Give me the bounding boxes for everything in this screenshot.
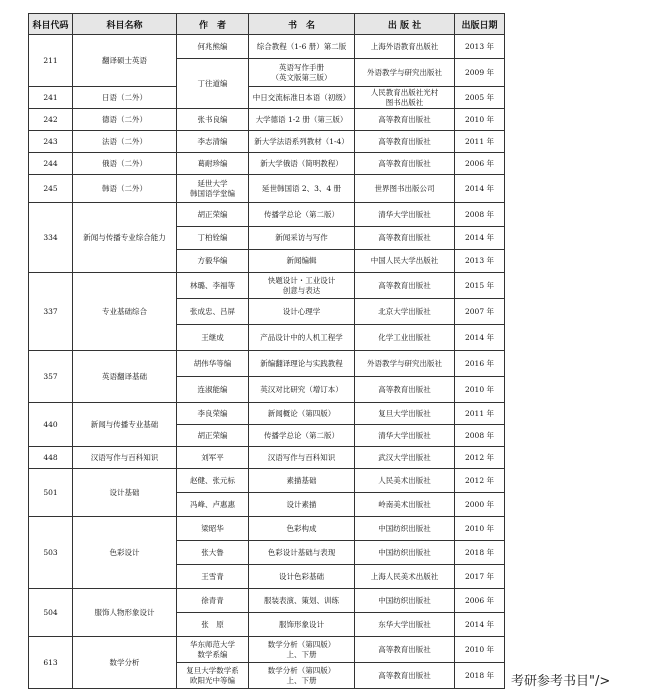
book-title: 素描基础 (249, 469, 355, 493)
book-date: 2010 年 (455, 377, 505, 403)
book-date: 2013 年 (455, 35, 505, 59)
book-date: 2005 年 (455, 87, 505, 109)
book-publisher: 高等教育出版社 (355, 273, 455, 299)
book-title: 设计素描 (249, 493, 355, 517)
table-row (29, 517, 505, 541)
book-date: 2011 年 (455, 131, 505, 153)
book-date: 2010 年 (455, 637, 505, 663)
book-author: 张 原 (177, 613, 249, 637)
book-author: 徐青青 (177, 589, 249, 613)
book-publisher: 高等教育出版社 (355, 131, 455, 153)
subject-code: 245 (29, 175, 73, 203)
book-title: 延世韩国语 2、3、4 册 (249, 175, 355, 203)
book-publisher: 东华大学出版社 (355, 613, 455, 637)
book-date: 2010 年 (455, 109, 505, 131)
book-publisher: 中国纺织出版社 (355, 517, 455, 541)
book-title: 快题设计・工业设计 创意与表达 (249, 273, 355, 299)
reference-books-table (28, 13, 505, 689)
book-author: 王继成 (177, 325, 249, 351)
subject-name: 专业基础综合 (73, 273, 177, 351)
book-date: 2010 年 (455, 517, 505, 541)
table-row (29, 175, 505, 203)
book-publisher: 复旦大学出版社 (355, 403, 455, 425)
book-publisher: 中国人民大学出版社 (355, 250, 455, 273)
subject-name: 德语（二外） (73, 109, 177, 131)
subject-name: 设计基础 (73, 469, 177, 517)
book-date: 2012 年 (455, 447, 505, 469)
subject-code: 504 (29, 589, 73, 637)
table-row (29, 273, 505, 299)
book-publisher: 外语教学与研究出版社 (355, 351, 455, 377)
table-row (29, 403, 505, 425)
subject-name: 日语（二外） (73, 87, 177, 109)
book-date: 2011 年 (455, 403, 505, 425)
table-row (29, 203, 505, 227)
book-date: 2017 年 (455, 565, 505, 589)
book-publisher: 化学工业出版社 (355, 325, 455, 351)
subject-name: 英语翻译基础 (73, 351, 177, 403)
page-caption: 考研参考书目"/> (511, 674, 611, 689)
book-title: 服饰形象设计 (249, 613, 355, 637)
subject-code: 244 (29, 153, 73, 175)
book-author: 李良荣编 (177, 403, 249, 425)
table-row (29, 35, 505, 59)
book-title: 服装表演、策划、训练 (249, 589, 355, 613)
book-date: 2006 年 (455, 589, 505, 613)
book-author: 张大鲁 (177, 541, 249, 565)
subject-code: 334 (29, 203, 73, 273)
table-row (29, 109, 505, 131)
book-date: 2015 年 (455, 273, 505, 299)
book-title: 设计心理学 (249, 299, 355, 325)
subject-name: 新闻与传播专业综合能力 (73, 203, 177, 273)
book-publisher: 上海外语教育出版社 (355, 35, 455, 59)
book-publisher: 高等教育出版社 (355, 227, 455, 250)
book-date: 2012 年 (455, 469, 505, 493)
book-publisher: 外语教学与研究出版社 (355, 59, 455, 87)
book-title: 数学分析（第四版） 上、下册 (249, 663, 355, 689)
book-title: 英汉对比研究（增订本） (249, 377, 355, 403)
book-author: 华东师范大学 数学系编 (177, 637, 249, 663)
book-publisher: 高等教育出版社 (355, 663, 455, 689)
subject-name: 法语（二外） (73, 131, 177, 153)
table-body (29, 35, 505, 689)
book-author: 丁柏铨编 (177, 227, 249, 250)
book-title: 新闻概论（第四版） (249, 403, 355, 425)
book-title: 产品设计中的人机工程学 (249, 325, 355, 351)
subject-name: 数学分析 (73, 637, 177, 689)
book-title: 传播学总论（第二版） (249, 203, 355, 227)
subject-name: 翻译硕士英语 (73, 35, 177, 87)
subject-code: 613 (29, 637, 73, 689)
book-author: 胡正荣编 (177, 203, 249, 227)
book-date: 2007 年 (455, 299, 505, 325)
subject-code: 243 (29, 131, 73, 153)
subject-code: 211 (29, 35, 73, 87)
book-author: 张成忠、吕屏 (177, 299, 249, 325)
book-author: 丁往道编 (177, 59, 249, 109)
subject-name: 新闻与传播专业基础 (73, 403, 177, 447)
book-publisher: 高等教育出版社 (355, 637, 455, 663)
subject-code: 242 (29, 109, 73, 131)
book-title: 色彩设计基础与表现 (249, 541, 355, 565)
book-author: 复旦大学数学系 欧阳光中等编 (177, 663, 249, 689)
book-publisher: 人民教育出版社光村 图书出版社 (355, 87, 455, 109)
subject-name: 服饰人物形象设计 (73, 589, 177, 637)
table-row (29, 131, 505, 153)
book-publisher: 高等教育出版社 (355, 377, 455, 403)
book-author: 延世大学 韩国语学堂编 (177, 175, 249, 203)
book-author: 刘军平 (177, 447, 249, 469)
subject-code: 440 (29, 403, 73, 447)
table-row (29, 87, 505, 109)
header-title: 书 名 (249, 14, 355, 35)
book-title: 综合教程（1-6 册）第二版 (249, 35, 355, 59)
header-publisher: 出 版 社 (355, 14, 455, 35)
subject-name: 色彩设计 (73, 517, 177, 589)
table-row (29, 469, 505, 493)
subject-code: 501 (29, 469, 73, 517)
book-author: 葛耐珍编 (177, 153, 249, 175)
header-subject: 科目名称 (73, 14, 177, 35)
table-row (29, 153, 505, 175)
book-date: 2000 年 (455, 493, 505, 517)
book-author: 王雪青 (177, 565, 249, 589)
table-row (29, 447, 505, 469)
book-date: 2014 年 (455, 613, 505, 637)
table-row (29, 351, 505, 377)
book-publisher: 高等教育出版社 (355, 153, 455, 175)
book-author: 冯峰、卢惠惠 (177, 493, 249, 517)
book-publisher: 岭南美术出版社 (355, 493, 455, 517)
book-publisher: 世界图书出版公司 (355, 175, 455, 203)
book-publisher: 中国纺织出版社 (355, 541, 455, 565)
book-date: 2008 年 (455, 203, 505, 227)
book-publisher: 人民美术出版社 (355, 469, 455, 493)
book-publisher: 高等教育出版社 (355, 109, 455, 131)
book-date: 2018 年 (455, 541, 505, 565)
book-publisher: 北京大学出版社 (355, 299, 455, 325)
book-publisher: 清华大学出版社 (355, 203, 455, 227)
subject-code: 241 (29, 87, 73, 109)
book-date: 2014 年 (455, 325, 505, 351)
book-author: 梁昭华 (177, 517, 249, 541)
book-author: 胡正荣编 (177, 425, 249, 447)
book-date: 2013 年 (455, 250, 505, 273)
subject-code: 448 (29, 447, 73, 469)
book-title: 传播学总论（第二版） (249, 425, 355, 447)
subject-name: 俄语（二外） (73, 153, 177, 175)
book-author: 连淑能编 (177, 377, 249, 403)
subject-name: 韩语（二外） (73, 175, 177, 203)
book-title: 中日交流标准日本语（初级） (249, 87, 355, 109)
book-title: 数学分析（第四版） 上、下册 (249, 637, 355, 663)
book-author: 张书良编 (177, 109, 249, 131)
book-date: 2014 年 (455, 227, 505, 250)
book-date: 2014 年 (455, 175, 505, 203)
header-date: 出版日期 (455, 14, 505, 35)
header-author: 作 者 (177, 14, 249, 35)
table-header (29, 14, 505, 35)
book-title: 新编翻译理论与实践教程 (249, 351, 355, 377)
subject-code: 503 (29, 517, 73, 589)
book-publisher: 武汉大学出版社 (355, 447, 455, 469)
header-code: 科目代码 (29, 14, 73, 35)
subject-name: 汉语写作与百科知识 (73, 447, 177, 469)
book-date: 2006 年 (455, 153, 505, 175)
book-author: 林璐、李福等 (177, 273, 249, 299)
book-title: 设计色彩基础 (249, 565, 355, 589)
subject-code: 357 (29, 351, 73, 403)
book-title: 新闻编辑 (249, 250, 355, 273)
book-author: 方毅华编 (177, 250, 249, 273)
book-title: 新大学法语系列教材（1-4） (249, 131, 355, 153)
book-author: 李志清编 (177, 131, 249, 153)
book-title: 大学德语 1-2 册（第三版） (249, 109, 355, 131)
book-title: 色彩构成 (249, 517, 355, 541)
book-title: 新大学俄语（简明教程） (249, 153, 355, 175)
subject-code: 337 (29, 273, 73, 351)
table-row (29, 637, 505, 663)
book-date: 2016 年 (455, 351, 505, 377)
book-author: 赵健、张元标 (177, 469, 249, 493)
book-author: 胡伟华等编 (177, 351, 249, 377)
book-publisher: 上海人民美术出版社 (355, 565, 455, 589)
book-title: 新闻采访与写作 (249, 227, 355, 250)
table-row (29, 589, 505, 613)
book-publisher: 清华大学出版社 (355, 425, 455, 447)
book-date: 2009 年 (455, 59, 505, 87)
book-title: 英语写作手册 （英文版第三版） (249, 59, 355, 87)
book-date: 2018 年 (455, 663, 505, 689)
book-publisher: 中国纺织出版社 (355, 589, 455, 613)
book-date: 2008 年 (455, 425, 505, 447)
book-author: 何兆熊编 (177, 35, 249, 59)
book-title: 汉语写作与百科知识 (249, 447, 355, 469)
